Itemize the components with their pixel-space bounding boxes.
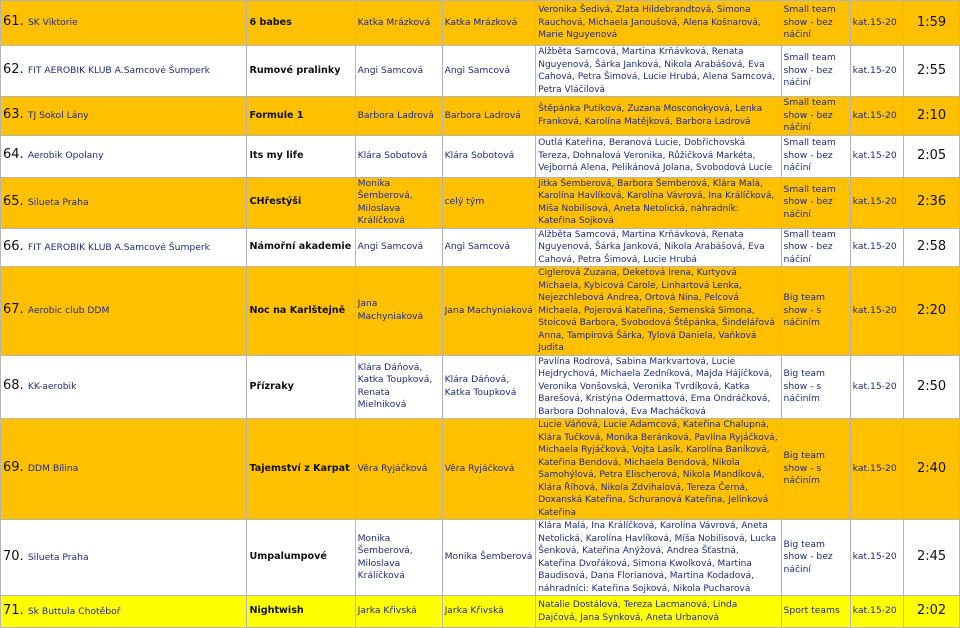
- duration: 2:36: [904, 177, 960, 228]
- age-category: kat.15-20: [850, 1, 904, 46]
- trainer: Angi Samcová: [355, 228, 442, 267]
- age-category: kat.15-20: [850, 97, 904, 136]
- club-name: KK-aerobik: [27, 381, 77, 392]
- row-number: 63.: [3, 107, 24, 122]
- leader: Monika Šemberová: [442, 520, 536, 596]
- row-number: 66.: [3, 238, 24, 254]
- age-category: kat.15-20: [850, 135, 904, 177]
- performance-title: Nightwish: [247, 596, 355, 628]
- leader: Klára Sobotová: [442, 135, 536, 177]
- table-row: [1, 1, 960, 46]
- row-number-club: [1, 1, 247, 46]
- leader: Barbora Ladrová: [442, 97, 536, 136]
- row-number-club: [1, 46, 247, 97]
- table-row: [1, 267, 960, 356]
- club-name: Sk Buttula Chotěboř: [27, 605, 121, 617]
- duration: 2:05: [904, 135, 960, 177]
- age-category: kat.15-20: [850, 596, 904, 628]
- members: Ciglerová Zuzana, Deketová Irena, Kurtyová Michaela, Kybicová Carole, Linhartová Lenka, Nejezchlebová Andrea, Ortová Nina, Pelcová Michaela, Pojerová Kateřina, Semenská Simona, Stoicová Barbora, Svobodová Štěpánka, Šindelářová Anna, Tampírová Šárka, Tylová Daniela, Vaňková Judita: [536, 267, 781, 356]
- age-category: kat.15-20: [850, 267, 904, 356]
- row-number-club: [1, 228, 247, 267]
- category: Small team show - bez náčiní: [781, 135, 850, 177]
- members: Alžběta Samcová, Martina Krňávková, Renata Nguyenová, Šárka Janková, Nikola Arabášová, Eva Cahová, Petra Šimová, Lucie Hrubá: [536, 228, 781, 267]
- age-category: kat.15-20: [850, 419, 904, 520]
- trainer: Jarka Křivská: [355, 596, 442, 628]
- table-row: [1, 97, 960, 136]
- duration: 2:50: [904, 355, 960, 419]
- performance-title: Its my life: [247, 135, 355, 177]
- row-number: 62.: [3, 62, 24, 78]
- club-name: Aerobic club DDM: [27, 305, 110, 316]
- club-name: Silueta Praha: [27, 551, 89, 563]
- leader: Jana Machyniaková: [442, 267, 536, 356]
- trainer: Věra Ryjáčková: [355, 419, 442, 520]
- leader: Věra Ryjáčková: [442, 419, 536, 520]
- members: Klára Malá, Ina Králíčková, Karolína Vávrová, Aneta Netolická, Karolína Havlíková, Míša Nobilisová, Lucka Šenková, Kateřina Anýžová, Andrea Šťastná, Kateřina Dvořáková, Simona Kwolková, Martina Baudisová, Dana Florianová, Martina Kodadová, náhradníci: Kateřina Sojková, Nikola Pucharová: [536, 520, 781, 596]
- category: Small team show - bez náčiní: [781, 97, 850, 136]
- leader: Klára Dáňová, Katka Toupková: [442, 355, 536, 419]
- trainer: Monika Šemberová, Miloslava Králíčková: [355, 520, 442, 596]
- age-category: kat.15-20: [850, 46, 904, 97]
- row-number: 68.: [3, 378, 24, 393]
- category: Big team show - s náčiním: [781, 355, 850, 419]
- row-number-club: [1, 135, 247, 177]
- performance-title: Formule 1: [247, 97, 355, 136]
- duration: 2:10: [904, 97, 960, 136]
- duration: 1:59: [904, 1, 960, 46]
- duration: 2:58: [904, 228, 960, 267]
- row-number: 69.: [3, 460, 24, 476]
- row-number-club: [1, 419, 247, 520]
- table-row: [1, 46, 960, 97]
- table-row: [1, 177, 960, 228]
- category: Small team show - bez náčiní: [781, 228, 850, 267]
- row-number: 64.: [3, 147, 24, 163]
- trainer: Monika Šemberová, Miloslava Králíčková: [355, 177, 442, 228]
- row-number-club: [1, 520, 247, 596]
- table-row: [1, 520, 960, 596]
- performance-title: Umpalumpové: [247, 520, 355, 596]
- duration: 2:02: [904, 596, 960, 628]
- category: Big team show - s náčiním: [781, 419, 850, 520]
- leader: Angi Samcová: [442, 228, 536, 267]
- row-number: 65.: [3, 193, 24, 209]
- row-number-club: [1, 355, 247, 419]
- trainer: Klára Sobotová: [355, 135, 442, 177]
- table-row: [1, 596, 960, 628]
- performance-title: Námořní akademie: [247, 228, 355, 267]
- members: Alžběta Samcová, Martina Krňávková, Renata Nguyenová, Šárka Janková, Nikola Arabášová, Eva Cahová, Petra Šimová, Lucie Hrubá, Alena Samcová, Petra Vláčilová: [536, 46, 781, 97]
- age-category: kat.15-20: [850, 520, 904, 596]
- row-number: 70.: [3, 548, 24, 564]
- table-row: [1, 228, 960, 267]
- club-name: TJ Sokol Lány: [27, 110, 89, 121]
- club-name: Silueta Praha: [27, 196, 89, 208]
- trainer: Angi Samcová: [355, 46, 442, 97]
- club-name: FIT AEROBIK KLUB A.Samcové Šumperk: [27, 65, 210, 77]
- club-name: FIT AEROBIK KLUB A.Samcové Šumperk: [27, 241, 210, 253]
- leader: Katka Mrázková: [442, 1, 536, 46]
- leader: Jarka Křivská: [442, 596, 536, 628]
- trainer: Jana Machyniaková: [355, 267, 442, 356]
- age-category: kat.15-20: [850, 355, 904, 419]
- club-name: Aerobik Opolany: [27, 150, 104, 162]
- duration: 2:55: [904, 46, 960, 97]
- category: Big team show - bez náčiní: [781, 520, 850, 596]
- row-number-club: [1, 177, 247, 228]
- members: Veronika Šedivá, Zlata Hildebrandtová, Simona Rauchová, Michaela Janoušová, Alena Košnarová, Marie Nguyenová: [536, 1, 781, 46]
- performance-title: Tajemství z Karpat: [247, 419, 355, 520]
- row-number: 71.: [3, 602, 24, 618]
- category: Small team show - bez náčiní: [781, 1, 850, 46]
- leader: Angi Samcová: [442, 46, 536, 97]
- duration: 2:40: [904, 419, 960, 520]
- performance-title: 6 babes: [247, 1, 355, 46]
- performance-title: Přízraky: [247, 355, 355, 419]
- category: Small team show - bez náčiní: [781, 46, 850, 97]
- row-number-club: [1, 596, 247, 628]
- leader: celý tým: [442, 177, 536, 228]
- members: Outlá Kateřina, Beranová Lucie, Dobřichovská Tereza, Dohnalová Veronika, Růžičková Markéta, Vejborná Alena, Pelikánová Jolana, Svobodová Lucie: [536, 135, 781, 177]
- age-category: kat.15-20: [850, 177, 904, 228]
- table-row: [1, 135, 960, 177]
- trainer: Barbora Ladrová: [355, 97, 442, 136]
- performance-title: Rumové pralinky: [247, 46, 355, 97]
- trainer: Katka Mrázková: [355, 1, 442, 46]
- category: Small team show - bez náčiní: [781, 177, 850, 228]
- trainer: Klára Dáňová, Katka Toupková, Renata Mielniková: [355, 355, 442, 419]
- row-number: 61.: [3, 14, 24, 30]
- members: Natalie Dostálová, Tereza Lacmanová, Linda Dajčová, Jana Synková, Aneta Urbanová: [536, 596, 781, 628]
- club-name: DDM Bílina: [27, 463, 79, 475]
- duration: 2:20: [904, 267, 960, 356]
- age-category: kat.15-20: [850, 228, 904, 267]
- members: Pavlína Rodrová, Sabina Markvartová, Lucie Hejdrychová, Michaela Zedníková, Majda Hájíčková, Veronika Vonšovská, Veronika Tvrdíková, Katka Barešová, Kristýna Odermattová, Ema Ondráčková, Barbora Dohnalová, Eva Macháčková: [536, 355, 781, 419]
- category: Big team show - s náčiním: [781, 267, 850, 356]
- members: Lucie Váňová, Lucie Adamcová, Kateřina Chalupná, Klára Tučková, Monika Beránková, Pavlína Ryjáčková, Michaela Ryjáčková, Vojta Lasík, Karolína Baníková, Kateřina Bendová, Michaela Bendová, Nikola Samohýlová, Petra Elischerová, Nikola Mandíková, Klára Říhová, Nikola Zdvihalová, Tereza Černá, Doxanská Kateřina, Schuranová Kateřina, Jelínková Kateřina: [536, 419, 781, 520]
- members: Jitka Šemberová, Barbora Šemberová, Klára Malá, Karolína Havlíková, Karolína Vávrová, Ina Králíčková, Míša Nobilisová, Aneta Netolická, náhradník: Kateřina Sojková: [536, 177, 781, 228]
- club-name: SK Viktorie: [27, 17, 78, 29]
- table-row: [1, 419, 960, 520]
- members: Štěpánka Putíková, Zuzana Mosconokyová, Lenka Franková, Karolína Matějková, Barbora Ladrová: [536, 97, 781, 136]
- table-row: [1, 355, 960, 419]
- row-number-club: [1, 267, 247, 356]
- performance-title: CHřestýši: [247, 177, 355, 228]
- duration: 2:45: [904, 520, 960, 596]
- category: Sport teams: [781, 596, 850, 628]
- row-number: 67.: [3, 302, 24, 317]
- performance-title: Noc na Karlštejně: [247, 267, 355, 356]
- row-number-club: [1, 97, 247, 136]
